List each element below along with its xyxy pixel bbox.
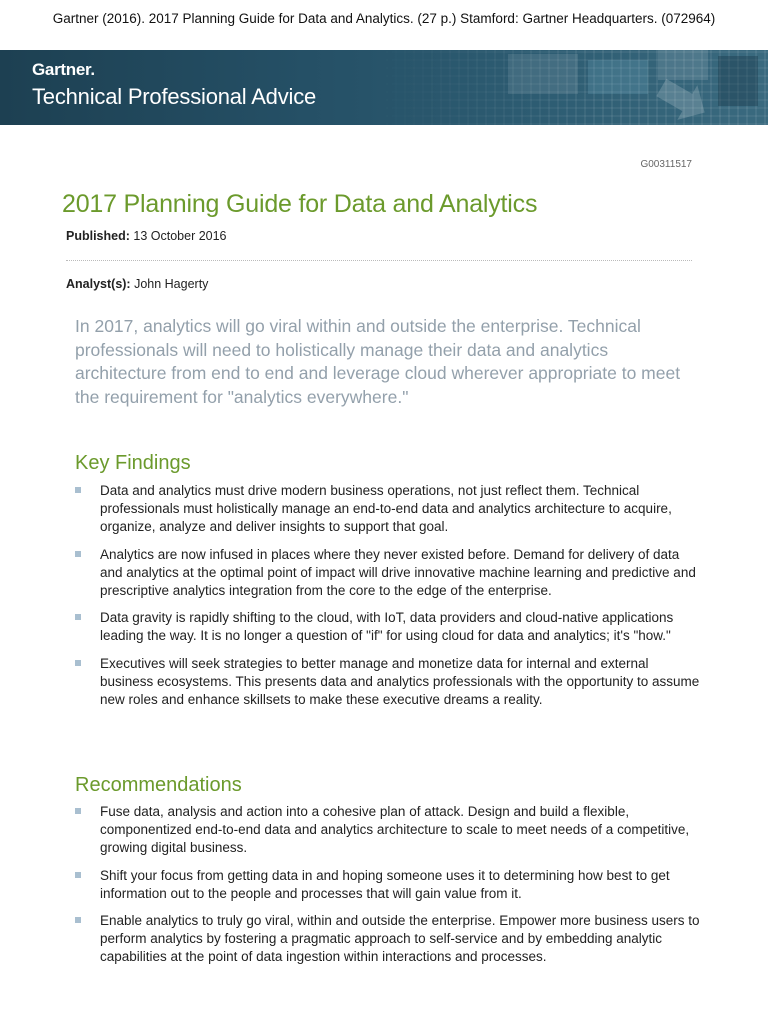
list-item-text: Data gravity is rapidly shifting to the cloud, with IoT, data providers and cloud-native applications leading the way. It is no longer a question of "if" for using cloud for data and analytics; it's "how."	[100, 610, 674, 644]
list-item	[75, 609, 700, 645]
published-line	[66, 229, 227, 243]
list-item-text: Executives will seek strategies to better manage and monetize data for internal and external business ecosystems. This presents data and analytics professionals with the opportunity to assume new roles and enhance skillsets to make these executive dreams a reality.	[100, 655, 700, 708]
recommendations-heading: Recommendations	[75, 774, 242, 796]
analyst-name: John Hagerty	[134, 277, 209, 291]
bullet-icon	[75, 660, 81, 666]
list-item-text: Analytics are now infused in places where they never existed before. Demand for delivery of data and analytics at the optimal point of impact will drive innovative machine learning and predictive and prescriptive analytics integration from the core to the edge of the enterprise.	[100, 546, 696, 599]
document-id: G00311517	[640, 159, 692, 170]
list-item	[75, 803, 700, 858]
list-item	[75, 912, 700, 967]
bullet-icon	[75, 551, 81, 557]
dotted-divider	[66, 260, 692, 261]
key-findings-heading: Key Findings	[75, 452, 191, 474]
banner-arrow-graphic	[388, 50, 768, 125]
bullet-icon	[75, 614, 81, 620]
key-findings-list	[75, 482, 700, 718]
list-item	[75, 867, 700, 903]
document-title: 2017 Planning Guide for Data and Analytics	[62, 190, 538, 218]
list-item	[75, 482, 700, 537]
list-item	[75, 655, 700, 710]
list-item-text: Fuse data, analysis and action into a cohesive plan of attack. Design and build a flexible, componentized end-to-end data and analytics architecture to scale to meet needs of a competitive, growing digital business.	[100, 804, 690, 856]
recommendations-list	[75, 803, 700, 976]
published-date: 13 October 2016	[133, 229, 227, 243]
citation-line: Gartner (2016). 2017 Planning Guide for Data and Analytics. (27 p.) Stamford: Gartner Headquarters. (072964)	[52, 11, 716, 26]
summary-paragraph: In 2017, analytics will go viral within and outside the enterprise. Technical professionals will need to holistically manage their data and analytics architecture from end to end and leverage cloud wherever appropriate to meet the requirement for "analytics everywhere."	[75, 316, 681, 407]
published-label: Published:	[66, 229, 130, 243]
list-item-text: Shift your focus from getting data in and hoping someone uses it to determining how best to get information out to the people and processes that will gain value from it.	[100, 867, 670, 901]
analysts-line	[66, 277, 208, 291]
gartner-logo: Gartner.	[32, 60, 95, 79]
bullet-icon	[75, 917, 81, 923]
list-item-text: Data and analytics must drive modern business operations, not just reflect them. Technical professionals must holistically manage an end-to-end data and analytics architecture to acquire, organize, analyze and deliver insights to support that goal.	[100, 483, 672, 535]
list-item	[75, 546, 700, 601]
header-banner	[0, 50, 768, 125]
bullet-icon	[75, 872, 81, 878]
header-tagline: Technical Professional Advice	[32, 84, 317, 109]
analysts-label: Analyst(s):	[66, 277, 131, 291]
bullet-icon	[75, 808, 81, 814]
bullet-icon	[75, 487, 81, 493]
list-item-text: Enable analytics to truly go viral, within and outside the enterprise. Empower more business users to perform analytics by fostering a pragmatic approach to self-service and by embedding analytic capabilities at the point of data ingestion within interactions and processes.	[100, 913, 700, 965]
